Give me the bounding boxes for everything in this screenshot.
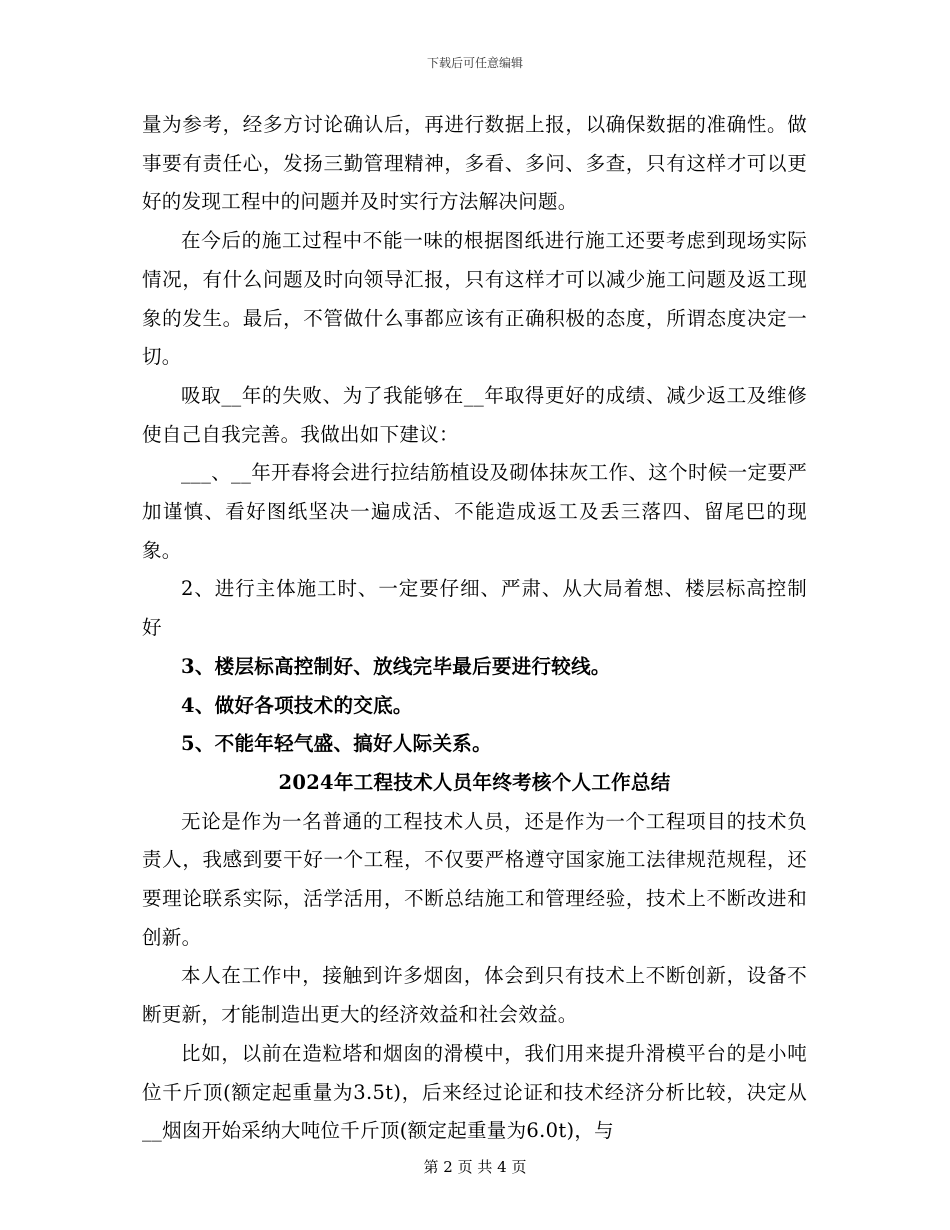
page-footer: 第 2 页 共 4 页 (423, 1158, 527, 1176)
paragraph-2: 在今后的施工过程中不能一味的根据图纸进行施工还要考虑到现场实际情况，有什么问题及时向领导汇报，只有这样才可以减少施工问题及返工现象的发生。最后，不管做什么事都应该有正确积极的态度，所谓态度决定一切。 (142, 229, 807, 369)
section-paragraph-1: 无论是作为一名普通的工程技术人员，还是作为一个工程项目的技术负责人，我感到要干好一个工程，不仅要严格遵守国家施工法律规范规程，还要理论联系实际，活学活用，不断总结施工和管理经验，技术上不断改进和创新。 (142, 809, 807, 949)
paragraph-4: ___、__年开春将会进行拉结筋植设及砌体抹灰工作、这个时候一定要严加谨慎、看好图纸坚决一遍成活、不能造成返工及丢三落四、留尾巴的现象。 (142, 461, 807, 562)
section-paragraph-2: 本人在工作中，接触到许多烟囱，体会到只有技术上不断创新，设备不断更新，才能制造出更大的经济效益和社会效益。 (142, 964, 807, 1027)
page-header-note: 下载后可任意编辑 (426, 56, 523, 70)
section-title: 2024年工程技术人员年终考核个人工作总结 (278, 770, 671, 794)
document-body (142, 106, 807, 1151)
paragraph-6: 3、楼层标高控制好、放线完毕最后要进行较线。 (181, 654, 611, 678)
paragraph-5: 2、进行主体施工时、一定要仔细、严肃、从大局着想、楼层标高控制好 (142, 577, 807, 640)
paragraph-1: 量为参考，经多方讨论确认后，再进行数据上报，以确保数据的准确性。做事要有责任心，发扬三勤管理精神，多看、多问、多查，只有这样才可以更好的发现工程中的问题并及时实行方法解决问题。 (142, 113, 807, 214)
section-paragraph-3: 比如，以前在造粒塔和烟囱的滑模中，我们用来提升滑模平台的是小吨位千斤顶(额定起重量为3.5t)，后来经过论证和技术经济分析比较，决定从__烟囱开始采纳大吨位千斤顶(额定起重量为6.0t)，与 (142, 1041, 807, 1143)
paragraph-8: 5、不能年轻气盛、搞好人际关系。 (181, 732, 492, 756)
paragraph-3: 吸取__年的失败、为了我能够在__年取得更好的成绩、减少返工及维修使自己自我完善。我做出如下建议： (142, 383, 807, 446)
paragraph-7: 4、做好各项技术的交底。 (181, 693, 413, 717)
